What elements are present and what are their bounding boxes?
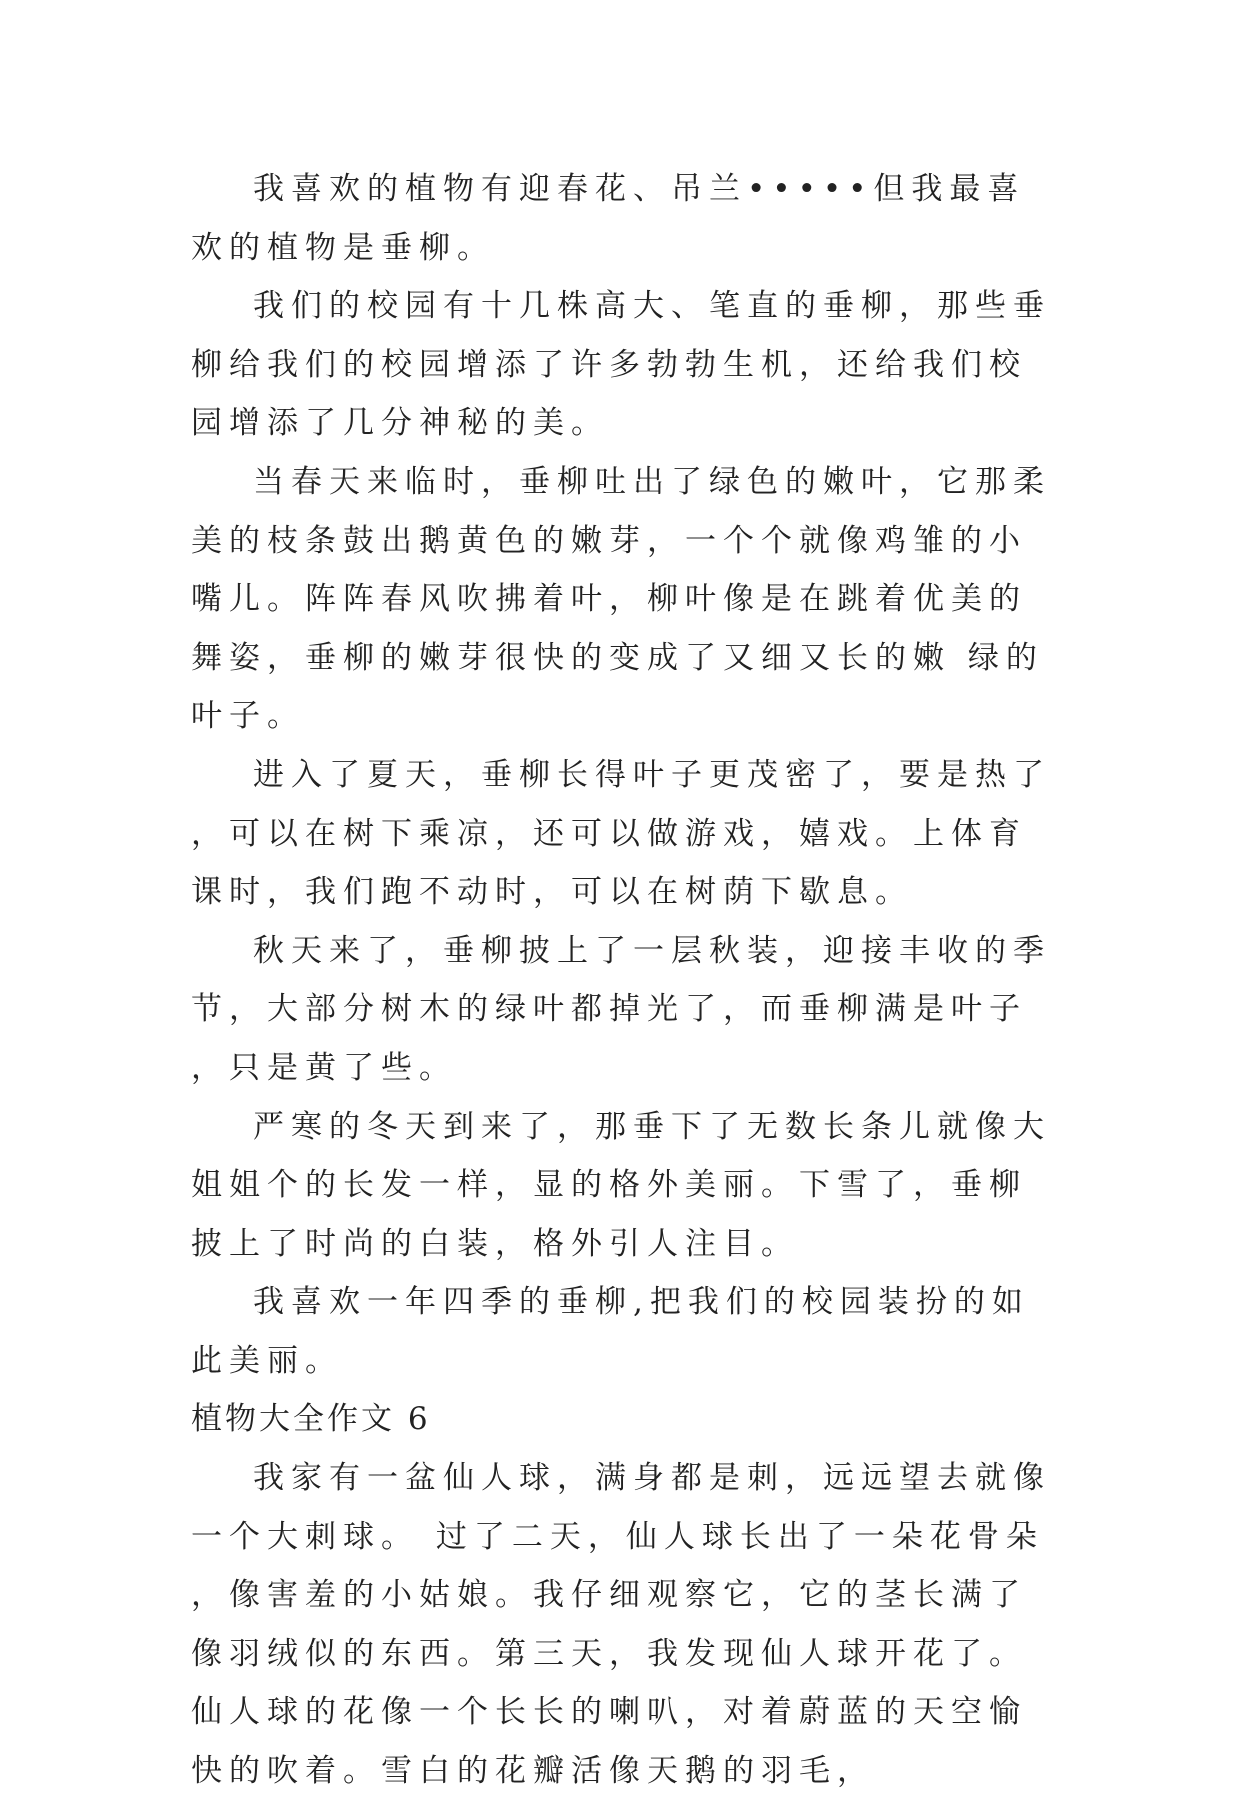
paragraph-conclusion: 我喜欢一年四季的垂柳,把我们的校园装扮的如此美丽。	[191, 1284, 1030, 1379]
paragraph-cactus: 我家有一盆仙人球，满身都是刺，远远望去就像一个大刺球。 过了二天，仙人球长出了一朵花骨朵，像害羞的小姑娘。我仔细观察它，它的茎长满了像羽绒似的东西。第三天，我发现仙人球开花了。仙人球的花像一个长长的喇叭，对着蔚蓝的天空愉快的吹着。雪白的花瓣活像天鹅的羽毛，	[191, 1460, 1051, 1790]
document-body	[191, 160, 1051, 1801]
essay-heading: 植物大全作文 6	[191, 1401, 431, 1438]
paragraph-spring: 当春天来临时，垂柳吐出了绿色的嫩叶，它那柔美的枝条鼓出鹅黄色的嫩芽，一个个就像鸡雏的小嘴儿。阵阵春风吹拂着叶，柳叶像是在跳着优美的舞姿，垂柳的嫩芽很快的变成了又细又长的嫩 绿的叶子。	[191, 463, 1051, 735]
paragraph-summer: 进入了夏天，垂柳长得叶子更茂密了，要是热了，可以在树下乘凉，还可以做游戏，嬉戏。上体育课时，我们跑不动时，可以在树荫下歇息。	[191, 756, 1051, 911]
paragraph-campus: 我们的校园有十几株高大、笔直的垂柳，那些垂柳给我们的校园增添了许多勃勃生机，还给我们校园增添了几分神秘的美。	[191, 288, 1051, 442]
paragraph-autumn: 秋天来了，垂柳披上了一层秋装，迎接丰收的季节，大部分树木的绿叶都掉光了，而垂柳满是叶子，只是黄了些。	[191, 932, 1051, 1086]
paragraph-intro: 我喜欢的植物有迎春花、吊兰•••••但我最喜欢的植物是垂柳。	[191, 171, 1026, 266]
paragraph-winter: 严寒的冬天到来了，那垂下了无数长条儿就像大姐姐个的长发一样，显的格外美丽。下雪了，垂柳披上了时尚的白装，格外引人注目。	[191, 1108, 1051, 1262]
